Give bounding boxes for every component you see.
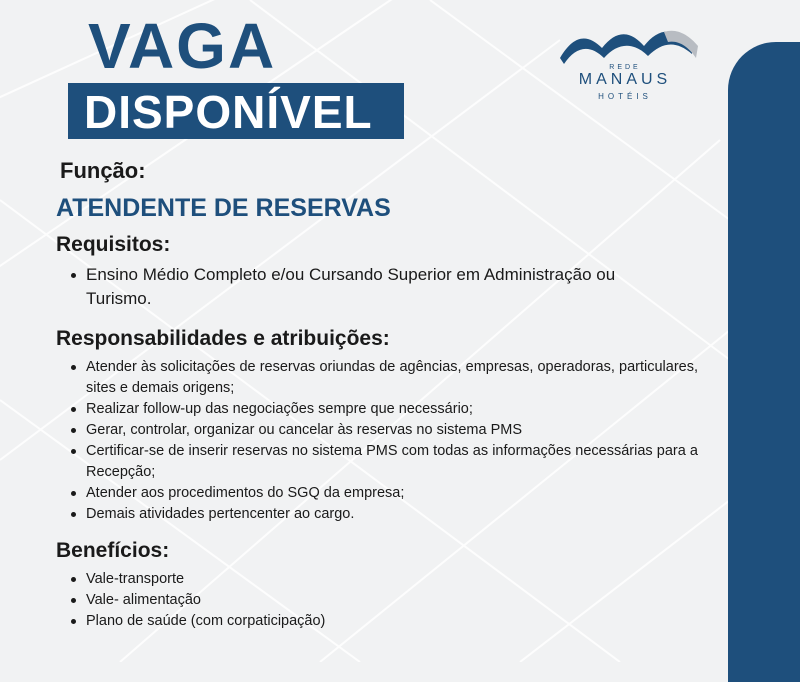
responsabilidades-list — [56, 357, 698, 525]
logo-rede-text: REDE — [609, 64, 641, 71]
list-item: Atender às solicitações de reservas oriundas de agências, empresas, operadoras, particulares, sites e demais origens; — [56, 357, 698, 399]
list-item: Atender aos procedimentos do SGQ da empresa; — [56, 483, 698, 504]
list-item: Realizar follow-up das negociações sempre que necessário; — [56, 399, 698, 420]
beneficios-label: Benefícios: — [56, 539, 170, 562]
list-item: Certificar-se de inserir reservas no sistema PMS com todas as informações necessárias para a Recepção; — [56, 441, 698, 483]
title-disponivel: DISPONÍVEL — [84, 86, 373, 138]
requisitos-list — [56, 263, 616, 311]
responsabilidades-label: Responsabilidades e atribuições: — [56, 327, 390, 350]
funcao-label: Função: — [60, 158, 146, 183]
job-content — [56, 158, 706, 632]
beneficios-list — [56, 569, 706, 632]
requisitos-label: Requisitos: — [56, 233, 171, 256]
list-item: Vale-transporte — [56, 569, 706, 590]
logo-sub-text: HOTÉIS — [598, 92, 652, 101]
funcao-value: ATENDENTE DE RESERVAS — [56, 194, 391, 222]
logo-name-text: MANAUS — [578, 71, 672, 88]
list-item: Plano de saúde (com corpaticipação) — [56, 611, 706, 632]
list-item: Gerar, controlar, organizar ou cancelar às reservas no sistema PMS — [56, 420, 698, 441]
list-item: Vale- alimentação — [56, 590, 706, 611]
title-vaga: VAGA — [88, 10, 277, 82]
side-accent-bar — [728, 42, 800, 682]
list-item: Demais atividades pertencenter ao cargo. — [56, 504, 698, 525]
list-item: Ensino Médio Completo e/ou Cursando Superior em Administração ou Turismo. — [56, 263, 616, 311]
